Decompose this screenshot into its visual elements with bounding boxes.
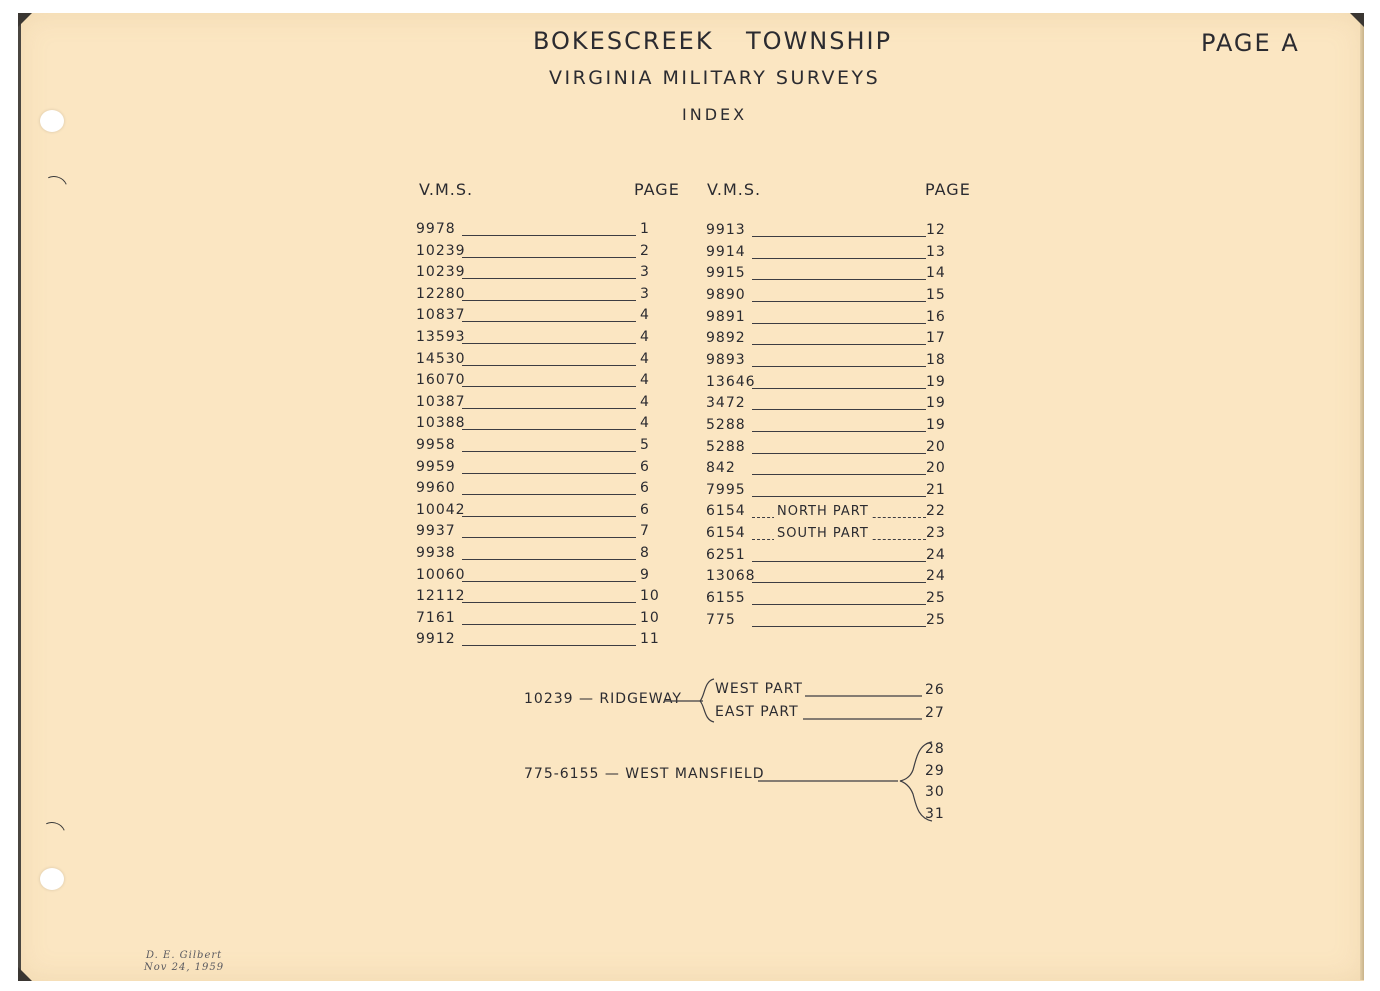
- leader-line: [752, 279, 926, 280]
- title-township-word: TOWNSHIP: [746, 27, 893, 55]
- right-vms-header: V.M.S.: [707, 180, 762, 199]
- vms-number: 10837: [416, 307, 466, 323]
- index-row: [706, 521, 956, 541]
- ridgeway-east-page: 27: [925, 705, 945, 721]
- leader-line: [752, 344, 926, 345]
- index-row: [416, 584, 660, 604]
- leader-line: [752, 258, 926, 259]
- page-number: 4: [640, 394, 650, 410]
- index-row: [416, 498, 656, 518]
- mansfield-page-1: 28: [925, 741, 945, 757]
- ridgeway-west-part: WEST PART: [715, 681, 803, 697]
- leader-line: [752, 409, 926, 410]
- page-number: 4: [640, 307, 650, 323]
- leader-line: [752, 431, 926, 432]
- punch-hole-bottom: [40, 868, 64, 890]
- index-row: [416, 519, 656, 539]
- mansfield-page-3: 30: [925, 784, 945, 800]
- page-number: 16: [926, 309, 946, 325]
- left-vms-header: V.M.S.: [419, 180, 474, 199]
- part-note: NORTH PART: [774, 504, 872, 519]
- index-row: [706, 348, 956, 368]
- page-number: 19: [926, 417, 946, 433]
- vms-number: 3472: [706, 395, 746, 411]
- vms-number: 9978: [416, 221, 456, 237]
- mansfield-page-2: 29: [925, 763, 945, 779]
- vms-number: 5288: [706, 439, 746, 455]
- page-number: 4: [640, 372, 650, 388]
- index-row: [416, 217, 656, 237]
- page-number: 6: [640, 459, 650, 475]
- vms-number: 10060: [416, 567, 466, 583]
- page-number: 13: [926, 244, 946, 260]
- leader-line: [462, 386, 636, 387]
- leader-line: [462, 602, 636, 603]
- index-row: [416, 541, 656, 561]
- leader-line: [462, 645, 636, 646]
- mansfield-page-4: 31: [925, 806, 945, 822]
- page-number: 6: [640, 480, 650, 496]
- signature-date: Nov 24, 1959: [144, 962, 225, 973]
- page-number: 3: [640, 264, 650, 280]
- vms-number: 10239: [416, 243, 466, 259]
- index-row: [706, 370, 956, 390]
- index-row: [416, 606, 660, 626]
- leader-line: [752, 604, 926, 605]
- leader-line: [462, 278, 636, 279]
- index-row: [706, 586, 956, 606]
- leader-line: [752, 582, 926, 583]
- index-sheet: [18, 13, 1364, 981]
- index-row: [706, 456, 956, 476]
- vms-number: 9891: [706, 309, 746, 325]
- leader-line: [462, 537, 636, 538]
- index-row: [706, 543, 956, 563]
- page-number: 6: [640, 502, 650, 518]
- vms-number: 13646: [706, 374, 756, 390]
- page-number: 23: [926, 525, 946, 541]
- vms-number: 6251: [706, 547, 746, 563]
- punch-hole-top: [40, 110, 64, 132]
- ridgeway-west-page: 26: [925, 682, 945, 698]
- subtitle: VIRGINIA MILITARY SURVEYS: [549, 67, 881, 89]
- page-number: 12: [926, 222, 946, 238]
- page-number: 5: [640, 437, 650, 453]
- corner-mark-top-right: [1350, 13, 1364, 27]
- vms-number: 9958: [416, 437, 456, 453]
- index-row: [416, 563, 656, 583]
- index-row: [706, 283, 956, 303]
- vms-number: 12280: [416, 286, 466, 302]
- index-row: [416, 476, 656, 496]
- page-number: 4: [640, 351, 650, 367]
- vms-number: 9890: [706, 287, 746, 303]
- vms-number: 10388: [416, 415, 466, 431]
- title-township-name: BOKESCREEK: [533, 27, 714, 55]
- page-number: 14: [926, 265, 946, 281]
- index-row: [706, 305, 956, 325]
- leader-line: [462, 408, 636, 409]
- index-row: [416, 303, 656, 323]
- vms-number: 9938: [416, 545, 456, 561]
- page-label: PAGE A: [1201, 29, 1300, 57]
- page-number: 11: [640, 631, 660, 647]
- page-number: 22: [926, 503, 946, 519]
- leader-line: [462, 494, 636, 495]
- vms-number: 9915: [706, 265, 746, 281]
- vms-number: 7995: [706, 482, 746, 498]
- leader-line: [752, 474, 926, 475]
- index-row: [706, 564, 956, 584]
- page-number: 21: [926, 482, 946, 498]
- leader-line: [462, 257, 636, 258]
- page-number: 24: [926, 568, 946, 584]
- page-number: 15: [926, 287, 946, 303]
- leader-line: [462, 365, 636, 366]
- vms-number: 9892: [706, 330, 746, 346]
- vms-number: 9912: [416, 631, 456, 647]
- sheet-right-edge: [1360, 18, 1364, 980]
- page-number: 10: [640, 588, 660, 604]
- leader-line: [462, 429, 636, 430]
- vms-number: 9914: [706, 244, 746, 260]
- page-number: 25: [926, 612, 946, 628]
- page-number: 10: [640, 610, 660, 626]
- index-row: [416, 627, 660, 647]
- ridgeway-east-part: EAST PART: [715, 704, 799, 720]
- vms-number: 842: [706, 460, 736, 476]
- page-number: 19: [926, 395, 946, 411]
- index-row: [706, 478, 956, 498]
- page-number: 25: [926, 590, 946, 606]
- index-row: [416, 239, 656, 259]
- leader-line: [752, 323, 926, 324]
- page-number: 24: [926, 547, 946, 563]
- signature-name: D. E. Gilbert: [146, 950, 223, 961]
- vms-number: 6155: [706, 590, 746, 606]
- page-number: 8: [640, 545, 650, 561]
- index-row: [416, 368, 656, 388]
- page-number: 4: [640, 415, 650, 431]
- leader-line: [462, 343, 636, 344]
- page-number: 18: [926, 352, 946, 368]
- index-row: [416, 325, 656, 345]
- leader-line: [752, 496, 926, 497]
- page-number: 7: [640, 523, 650, 539]
- vms-number: 16070: [416, 372, 466, 388]
- vms-number: 13068: [706, 568, 756, 584]
- index-row: [416, 390, 656, 410]
- vms-number: 9960: [416, 480, 456, 496]
- vms-number: 10042: [416, 502, 466, 518]
- index-row: [416, 411, 656, 431]
- index-row: [706, 608, 956, 628]
- index-row: [706, 413, 956, 433]
- leader-line: [752, 301, 926, 302]
- leader-line: [752, 626, 926, 627]
- part-note: SOUTH PART: [774, 526, 872, 541]
- vms-number: 5288: [706, 417, 746, 433]
- mansfield-label: 775-6155 — WEST MANSFIELD: [524, 766, 765, 782]
- leader-line: [752, 388, 926, 389]
- index-heading: INDEX: [682, 105, 748, 124]
- leader-line: [752, 236, 926, 237]
- leader-line: [462, 516, 636, 517]
- index-row: [706, 391, 956, 411]
- vms-number: 7161: [416, 610, 456, 626]
- vms-number: 10239: [416, 264, 466, 280]
- leader-line: [462, 321, 636, 322]
- vms-number: 6154: [706, 503, 746, 519]
- page-number: 20: [926, 439, 946, 455]
- page-number: 2: [640, 243, 650, 259]
- sheet-left-edge: [18, 13, 21, 981]
- page-number: 9: [640, 567, 650, 583]
- index-row: [706, 435, 956, 455]
- index-row: [416, 455, 656, 475]
- vms-number: 9959: [416, 459, 456, 475]
- page-number: 17: [926, 330, 946, 346]
- leader-line: [752, 366, 926, 367]
- index-row: [416, 347, 656, 367]
- left-page-header: PAGE: [634, 180, 680, 199]
- index-row: [416, 433, 656, 453]
- vms-number: 12112: [416, 588, 466, 604]
- index-row: [706, 326, 956, 346]
- index-row: [706, 240, 956, 260]
- vms-number: 9913: [706, 222, 746, 238]
- vms-number: 9937: [416, 523, 456, 539]
- index-row: [416, 282, 656, 302]
- leader-line: [462, 235, 636, 236]
- vms-number: 6154: [706, 525, 746, 541]
- vms-number: 13593: [416, 329, 466, 345]
- leader-line: [462, 300, 636, 301]
- page-number: 20: [926, 460, 946, 476]
- leader-line: [462, 473, 636, 474]
- leader-line: [752, 453, 926, 454]
- vms-number: 775: [706, 612, 736, 628]
- page-number: 4: [640, 329, 650, 345]
- index-row: [706, 499, 956, 519]
- corner-mark-bottom-left: [18, 967, 32, 981]
- leader-line: [462, 451, 636, 452]
- vms-number: 14530: [416, 351, 466, 367]
- vms-number: 10387: [416, 394, 466, 410]
- leader-line: [462, 559, 636, 560]
- leader-line: [462, 624, 636, 625]
- corner-mark-top-left: [18, 13, 32, 27]
- leader-line: [462, 581, 636, 582]
- index-row: [706, 261, 956, 281]
- right-page-header: PAGE: [925, 180, 971, 199]
- vms-number: 9893: [706, 352, 746, 368]
- index-row: [706, 218, 956, 238]
- page-number: 1: [640, 221, 650, 237]
- page-number: 3: [640, 286, 650, 302]
- ridgeway-label: 10239 — RIDGEWAY: [524, 691, 682, 707]
- leader-line: [752, 561, 926, 562]
- index-row: [416, 260, 656, 280]
- page-number: 19: [926, 374, 946, 390]
